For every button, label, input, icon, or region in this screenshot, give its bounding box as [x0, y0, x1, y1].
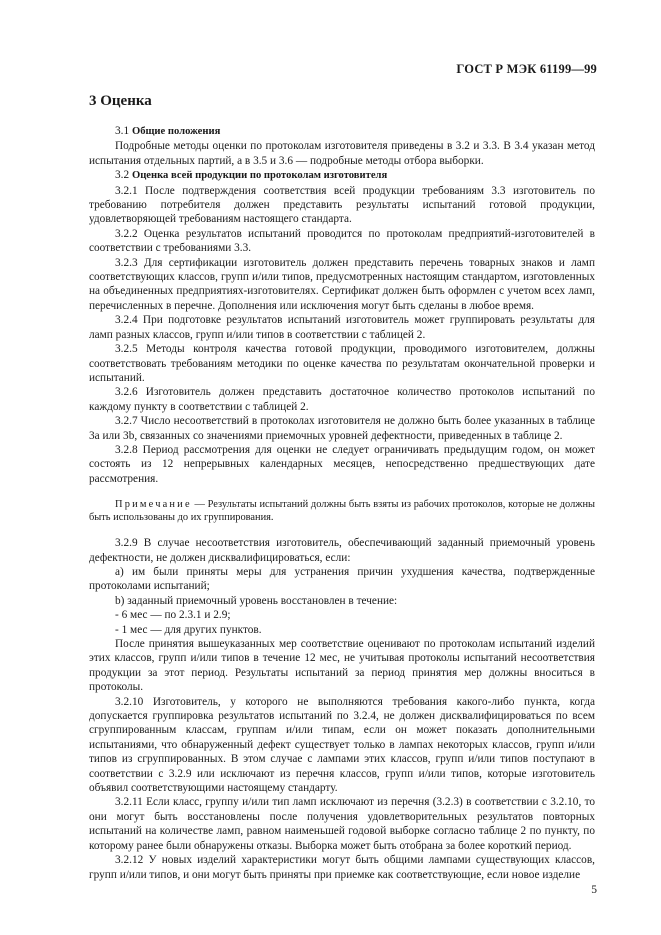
clause-title: Оценка всей продукции по протоколам изготовителя: [131, 170, 388, 182]
clause-3-2-5: 3.2.5 Методы контроля качества готовой продукции, проводимого изготовителем, должны соответствовать требованиям методики по оценке качества по результатам окончательной проверки и испытаний.: [89, 343, 595, 384]
clause-3-2-9-after: После принятия вышеуказанных мер соответствие оценивают по протоколам испытаний изделий этих классов, групп и/или типов в течение 12 мес, не учитывая протоколы испытаний несоответствия продукции за этот период. Результаты испытаний за период принятия мер должны вноситься в протоколы.: [89, 638, 595, 694]
clause-3-2-heading: [89, 168, 595, 183]
clause-number: 3.2: [115, 169, 130, 182]
document-header: ГОСТ Р МЭК 61199—99: [456, 62, 597, 76]
clause-3-1-heading: [89, 124, 595, 139]
clause-number: 3.1: [115, 125, 130, 137]
note-text: — Результаты испытаний должны быть взяты из рабочих протоколов, которые не должны быть использованы до их группирования.: [89, 499, 595, 524]
note: [89, 498, 595, 524]
clause-3-2-12: 3.2.12 У новых изделий характеристики могут быть общими лампами существующих классов, групп и/или типов, и они могут быть приняты при приемке как соответствующие, если новое изделие: [89, 854, 595, 881]
clause-3-2-8: 3.2.8 Период рассмотрения для оценки не следует ограничивать предыдущим годом, он может состоять из 12 непрерывных календарных месяцев, непосредственно предшествующих дате рассмотрения.: [89, 443, 595, 485]
clause-3-2-9-item-a: а) им были приняты меры для устранения причин ухудшения качества, подтвержденные протоколами испытаний;: [89, 565, 595, 593]
clause-3-2-1: 3.2.1 После подтверждения соответствия всей продукции требованиям 3.3 изготовитель по требованию потребителя должен представить результаты испытаний готовой продукции, удовлетворяющей требованиям настоящего стандарта.: [89, 184, 595, 226]
clause-3-2-9-item-b1: - 6 мес — по 2.3.1 и 2.9;: [115, 609, 231, 622]
clause-title: Общие положения: [131, 126, 221, 137]
clause-3-2-6: 3.2.6 Изготовитель должен представить достаточное количество протоколов испытаний по каждому пункту в соответствии с таблицей 2.: [89, 386, 595, 413]
clause-3-2-9: 3.2.9 В случае несоответствия изготовитель, обеспечивающий заданный приемочный уровень дефектности, не должен дисквалифицироваться, если:: [89, 537, 595, 564]
section-title: 3 Оценка: [89, 93, 152, 109]
clause-3-2-11: 3.2.11 Если класс, группу и/или тип ламп исключают из перечня (3.2.3) в соответствии с 3.2.10, то они могут быть восстановлены после получения удовлетворительных результатов повторных испытаний на количестве ламп, равном наименьшей годовой выборке согласно таблице 2 по пункту, по которому ранее были обнаружены отказы. Выборка может быть отобрана за более короткий период.: [89, 796, 595, 852]
clause-3-2-3: 3.2.3 Для сертификации изготовитель должен представить перечень товарных знаков и ламп соответствующих классов, групп и/или типов, предусмотренных настоящим стандартом, изготовленных на объединенных предприятиях-изготовителях. Сертификат должен быть оформлен с учетом всех ламп, перечисленных в перечне. Дополнения или исключения могут быть сделаны в любое время.: [89, 256, 595, 312]
clause-3-2-9-item-b: b) заданный приемочный уровень восстановлен в течение:: [115, 594, 398, 607]
document-body: [89, 124, 595, 882]
clause-3-2-7: 3.2.7 Число несоответствий в протоколах изготовителя не должно быть более указанных в таблице 3а или 3b, связанных со значениями приемочных уровней дефектности, приведенных в таблице 2.: [89, 415, 595, 442]
note-label: Примечание: [115, 499, 192, 511]
clause-3-2-2: 3.2.2 Оценка результатов испытаний проводится по протоколам предприятий-изготовителей в соответствии с требованиями 3.3.: [89, 227, 595, 255]
clause-3-2-9-item-b2: - 1 мес — для других пунктов.: [115, 623, 262, 636]
clause-3-2-4: 3.2.4 При подготовке результатов испытаний изготовитель может группировать результаты для ламп разных классов, групп и/или типов в соответствии с таблицей 2.: [89, 314, 595, 341]
clause-3-1-text: Подробные методы оценки по протоколам изготовителя приведены в 3.2 и 3.3. В 3.4 указан метод испытания отдельных партий, а в 3.5 и 3.6 — подробные методы отбора выборки.: [89, 140, 595, 167]
clause-3-2-10: 3.2.10 Изготовитель, у которого не выполняются требования какого-либо пункта, когда допускается группировка результатов испытаний по 3.2.4, не должен дисквалифицироваться по всем сгруппированным классам, группам и/или типам, если он может показать дополнительными испытаниями, что обнаруженный дефект существует только в лампах некоторых классов, групп и/или типов из сгруппированных. В этом случае с лампами этих классов, групп и/или типов поступают в соответствии с 3.2.9 или исключают из перечня классов, групп и/или типов, которые изготовитель объявил соответствующими настоящему стандарту.: [89, 695, 595, 795]
page-number: 5: [591, 884, 597, 896]
